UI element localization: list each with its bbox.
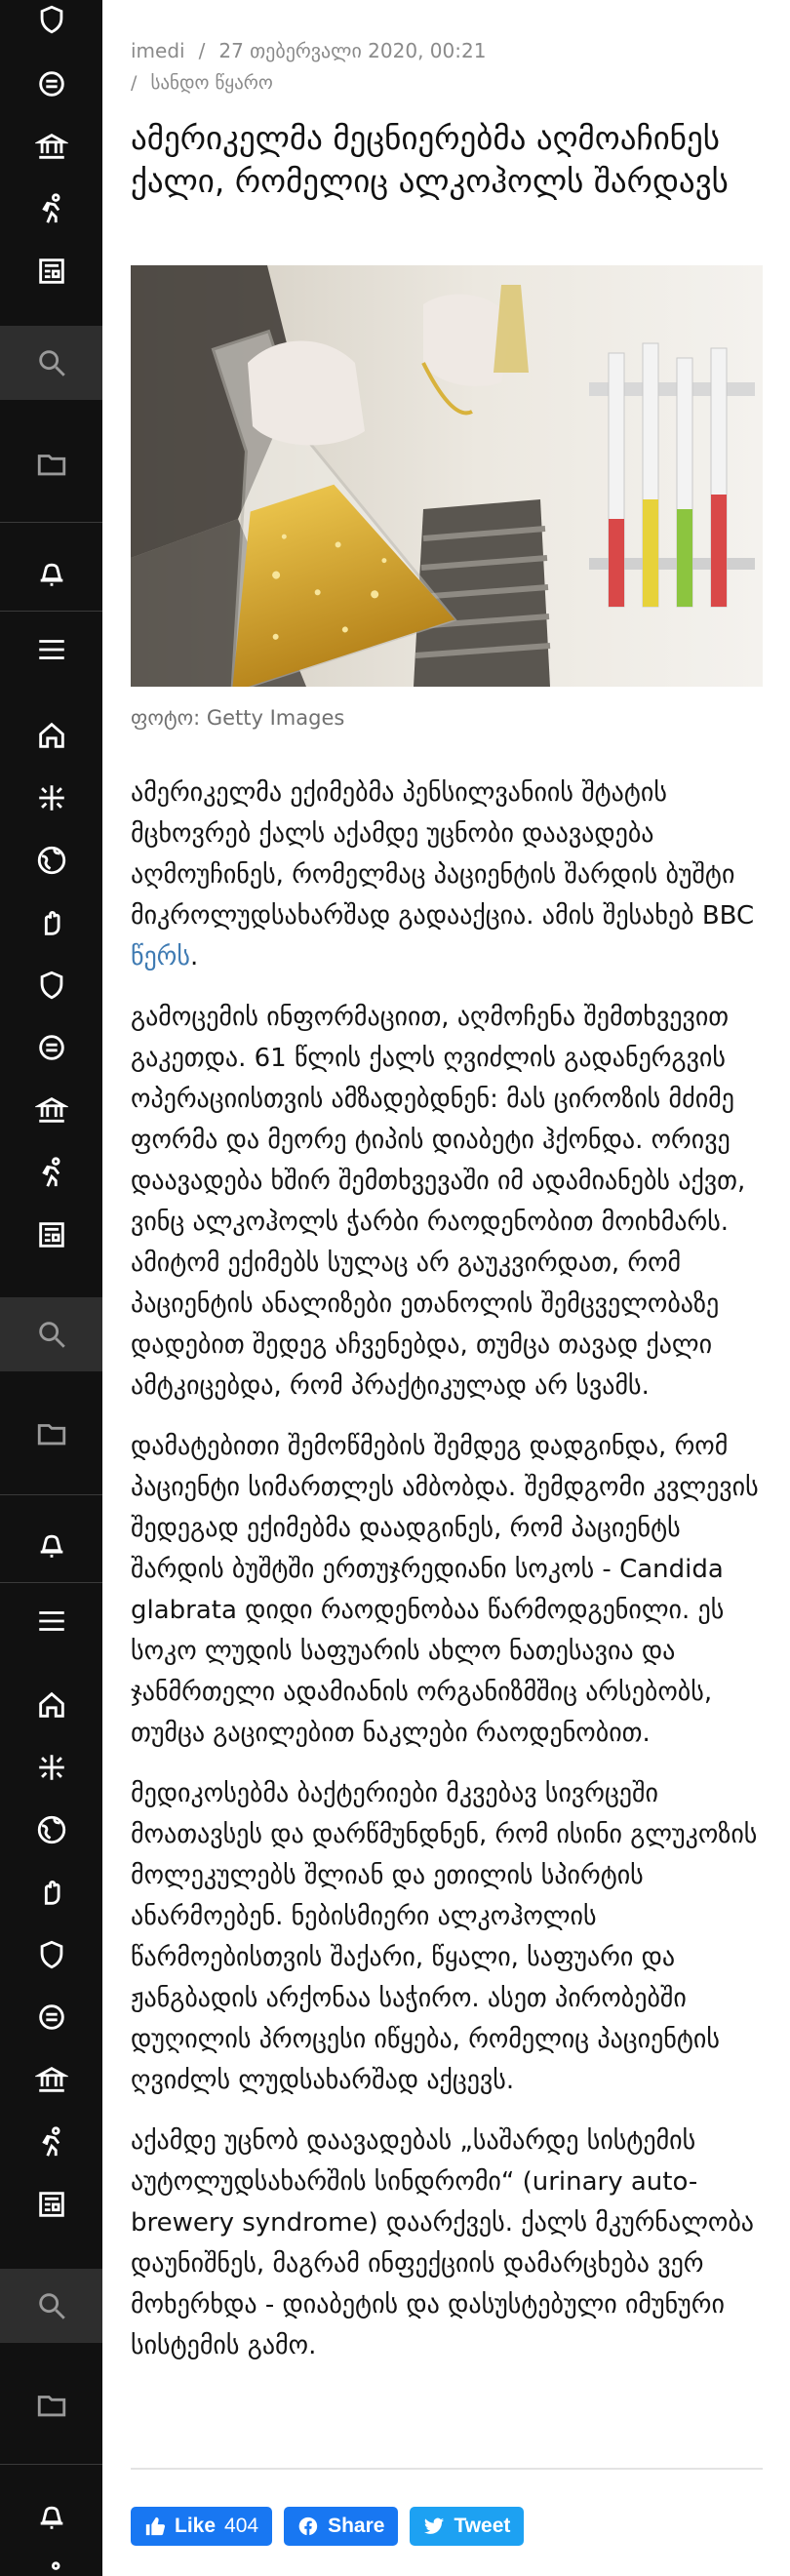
- running-icon[interactable]: [0, 1141, 102, 1204]
- tweet-label: Tweet: [454, 2515, 511, 2537]
- search-icon[interactable]: [0, 326, 102, 400]
- facebook-icon: [297, 2516, 319, 2537]
- like-count: 404: [224, 2515, 259, 2537]
- menu-icon[interactable]: [0, 618, 102, 681]
- running-icon[interactable]: [0, 2111, 102, 2173]
- home-icon[interactable]: [0, 1674, 102, 1736]
- hand-icon[interactable]: [0, 892, 102, 954]
- expand-icon[interactable]: [0, 1736, 102, 1799]
- paragraph-1-end: .: [189, 942, 199, 971]
- coin-icon[interactable]: [0, 53, 102, 115]
- tweet-button[interactable]: [410, 2507, 524, 2546]
- folder-icon[interactable]: [0, 1403, 102, 1465]
- bank-icon[interactable]: [0, 2048, 102, 2111]
- divider: [131, 2468, 763, 2470]
- bell-icon[interactable]: [0, 542, 102, 605]
- source-link[interactable]: imedi: [131, 39, 185, 62]
- running-icon[interactable]: [0, 178, 102, 240]
- category-link[interactable]: სანდო წყარო: [150, 72, 273, 94]
- sidebar: [0, 0, 102, 2576]
- running-icon[interactable]: [0, 2546, 102, 2576]
- share-label: Share: [328, 2515, 385, 2537]
- expand-icon[interactable]: [0, 767, 102, 829]
- facebook-like-button[interactable]: [131, 2507, 272, 2546]
- article-headline: ამერიკელმა მეცნიერებმა აღმოაჩინეს ქალი, რომელიც ალკოჰოლს შარდავს: [131, 119, 729, 200]
- bell-icon[interactable]: [0, 1514, 102, 1576]
- coin-icon[interactable]: [0, 1016, 102, 1079]
- newspaper-icon[interactable]: [0, 1204, 102, 1266]
- shield-icon[interactable]: [0, 0, 102, 51]
- publish-date: 27 თებერვალი 2020, 00:21: [218, 39, 487, 62]
- globe-icon[interactable]: [0, 1799, 102, 1861]
- paragraph-4: მედიკოსებმა ბაქტერიები მკვებავ სივრცეში მოათავსეს და დარწმუნდნენ, რომ ისინი გლუკოზის მოლეკულებს შლიან და ეთილის სპირტის ანარმოებენ. ნებისმიერი ალკოჰოლის წარმოებისთვის შაქარი, წყალი, საფუარი და ჟანგბადის არქონაა საჭირო. ასეთ პირობებში დუღილის პროცესი იწყება, რომელიც პაციენტის ღვიძლს ლუდსახარშად აქცევს.: [131, 1779, 758, 2095]
- hero-image: [131, 265, 763, 687]
- bank-icon[interactable]: [0, 1079, 102, 1141]
- source-article-link[interactable]: წერს: [131, 942, 190, 971]
- twitter-icon: [423, 2516, 445, 2537]
- paragraph-5: აქამდე უცნობ დაავადებას „საშარდე სისტემის აუტოლუდსახარშის სინდრომი“ (urinary auto-brewery syndrome) დაარქვეს. ქალს მკურნალობა დაუნიშნეს, მაგრამ ინფექციის დამარცხება ვერ მოხერხდა - დიაბეტის და დასუსტებული იმუნური სისტემის გამო.: [131, 2126, 754, 2360]
- paragraph-3: დამატებითი შემოწმების შემდეგ დადგინდა, რომ პაციენტი სიმართლეს ამბობდა. შემდგომი კვლევის შედეგად ექიმებმა დაადგინეს, რომ პაციენტს შარდის ბუშტში ერთუჯრედიანი სოკოს - Candida glabrata დიდი რაოდენობაა წარმოდგენილი. ეს სოკო ლუდის საფუარის ახლო ნათესავია და ჯანმრთელი ადამიანის ორგანიზმშიც არსებობს, თუმცა გაცილებით ნაკლები რაოდენობით.: [131, 1432, 759, 1748]
- article-meta: [131, 39, 486, 62]
- bank-icon[interactable]: [0, 115, 102, 178]
- shield-icon[interactable]: [0, 1923, 102, 1986]
- folder-icon[interactable]: [0, 2374, 102, 2437]
- like-label: Like: [175, 2515, 217, 2537]
- photo-caption: ფოტო: Getty Images: [131, 706, 345, 730]
- share-bar: [131, 2507, 524, 2546]
- coin-icon[interactable]: [0, 1986, 102, 2048]
- search-icon[interactable]: [0, 1297, 102, 1371]
- meta-separator: /: [198, 39, 206, 62]
- newspaper-icon[interactable]: [0, 2173, 102, 2236]
- search-icon[interactable]: [0, 2269, 102, 2343]
- shield-icon[interactable]: [0, 954, 102, 1016]
- globe-icon[interactable]: [0, 829, 102, 892]
- bell-icon[interactable]: [0, 2485, 102, 2548]
- folder-icon[interactable]: [0, 433, 102, 495]
- facebook-share-button[interactable]: [284, 2507, 398, 2546]
- article-body: [131, 773, 763, 2386]
- category-separator: /: [131, 72, 138, 94]
- category-line: [131, 72, 273, 94]
- hand-icon[interactable]: [0, 1861, 102, 1923]
- home-icon[interactable]: [0, 704, 102, 767]
- paragraph-1: [131, 773, 763, 977]
- paragraph-1-text: ამერიკელმა ექიმებმა პენსილვანიის შტატის მცხოვრებ ქალს აქამდე უცნობი დაავადება აღმოუჩინეს, რომელმაც პაციენტის შარდის ბუშტი მიკროლუდსახარშად გადააქცია. ამის შესახებ BBC: [131, 778, 755, 931]
- newspaper-icon[interactable]: [0, 240, 102, 302]
- thumbs-up-icon: [144, 2516, 166, 2537]
- menu-icon[interactable]: [0, 1590, 102, 1652]
- paragraph-2: გამოცემის ინფორმაციით, აღმოჩენა შემთხვევით გაკეთდა. 61 წლის ქალს ღვიძლის გადანერგვის ოპერაციისთვის ამზადებდნენ: მას ციროზის მძიმე ფორმა და მეორე ტიპის დიაბეტი ჰქონდა. ორივე დაავადება ხშირ შემთხვევაში იმ ადამიანებს აქვთ, ვინც ალკოჰოლს ჭარბი რაოდენობით მოიხმარს. ამიტომ ექიმებს სულაც არ გაუკვირდათ, რომ პაციენტის ანალიზები ეთანოლის შემცველობაზე დადებით შედეგ აჩვენებდა, თუმცა თავად ქალი ამტკიცებდა, რომ პრაქტიკულად არ სვამს.: [131, 1003, 746, 1401]
